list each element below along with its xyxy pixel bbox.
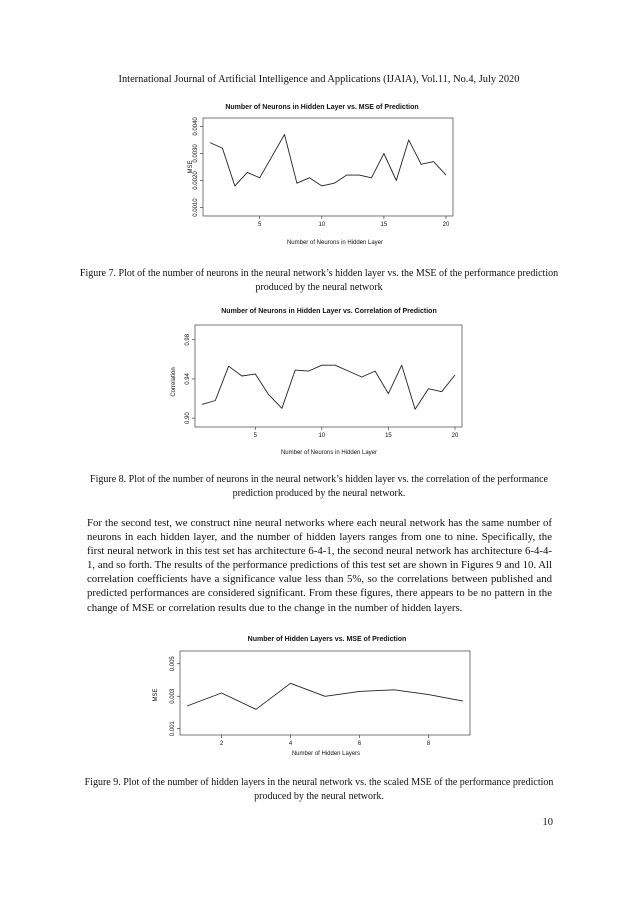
x-axis-label: Number of Neurons in Hidden Layer [286, 240, 384, 246]
figure-7-caption: Figure 7. Plot of the number of neurons in the neural network’s hidden layer vs. the MSE of the performance prediction produced by the neural network [79, 268, 559, 293]
y-axis-label: Correlation [171, 367, 177, 397]
y-tick-label: 0.0030 [193, 144, 199, 163]
x-tick-label: 10 [318, 222, 326, 228]
y-tick-label: 0.0020 [193, 171, 199, 190]
x-tick-label: 15 [380, 222, 388, 228]
x-tick-label: 20 [451, 433, 459, 439]
y-tick-label: 0.94 [185, 373, 191, 385]
x-tick-label: 6 [357, 741, 362, 747]
y-axis-label: MSE [188, 160, 194, 174]
body-paragraph: For the second test, we construct nine neural networks where each neural network has the same number of neurons in each hidden layer, and the number of hidden layers ranges from one to nine. Specifically, the first neural network in this test set has architecture 6-4-1, the second neural network has architecture 6-4-4-1, and so forth. The results of the performance predictions of this test set are shown in Figures 9 and 10. All correlation coefficients have a significance value less than 5%, so the correlations between published and predicted performances are considered significant. From these figures, there appears to be no pattern in the change of MSE or correlation results due to the change in the number of hidden layers. [87, 517, 552, 614]
x-tick-label: 10 [318, 433, 326, 439]
x-tick-label: 20 [442, 222, 450, 228]
y-tick-label: 0.003 [170, 688, 176, 704]
x-tick-label: 8 [426, 741, 431, 747]
series-line [187, 683, 463, 709]
chart-title: Number of Hidden Layers vs. MSE of Prediction [247, 636, 407, 643]
y-tick-label: 0.98 [185, 333, 191, 346]
running-header: International Journal of Artificial Intelligence and Applications (IJAIA), Vol.11, No.4, July 2020 [118, 74, 520, 85]
x-tick-label: 5 [253, 433, 257, 439]
page-number: 10 [542, 817, 553, 828]
x-tick-label: 5 [258, 222, 262, 228]
x-tick-label: 4 [288, 741, 293, 747]
figure-9-caption: Figure 9. Plot of the number of hidden layers in the neural network vs. the scaled MSE of the performance prediction produced by the neural network. [84, 777, 554, 802]
y-axis-label: MSE [153, 688, 159, 702]
y-tick-label: 0.005 [170, 656, 176, 672]
y-tick-label: 0.0040 [193, 117, 199, 136]
x-tick-label: 15 [385, 433, 392, 439]
y-tick-label: 0.90 [185, 412, 191, 424]
chart-title: Number of Neurons in Hidden Layer vs. Correlation of Prediction [221, 308, 437, 315]
plot-frame [180, 651, 470, 735]
y-tick-label: 0.001 [170, 721, 176, 737]
x-tick-label: 2 [219, 741, 224, 747]
figure-8-caption: Figure 8. Plot of the number of neurons in the neural network’s hidden layer vs. the correlation of the performance prediction produced by the neural network. [90, 474, 548, 499]
x-axis-label: Number of Hidden Layers [291, 751, 361, 757]
x-axis-label: Number of Neurons in Hidden Layer [280, 450, 378, 456]
chart-title: Number of Neurons in Hidden Layer vs. MSE of Prediction [225, 104, 419, 111]
y-tick-label: 0.0010 [193, 198, 199, 217]
